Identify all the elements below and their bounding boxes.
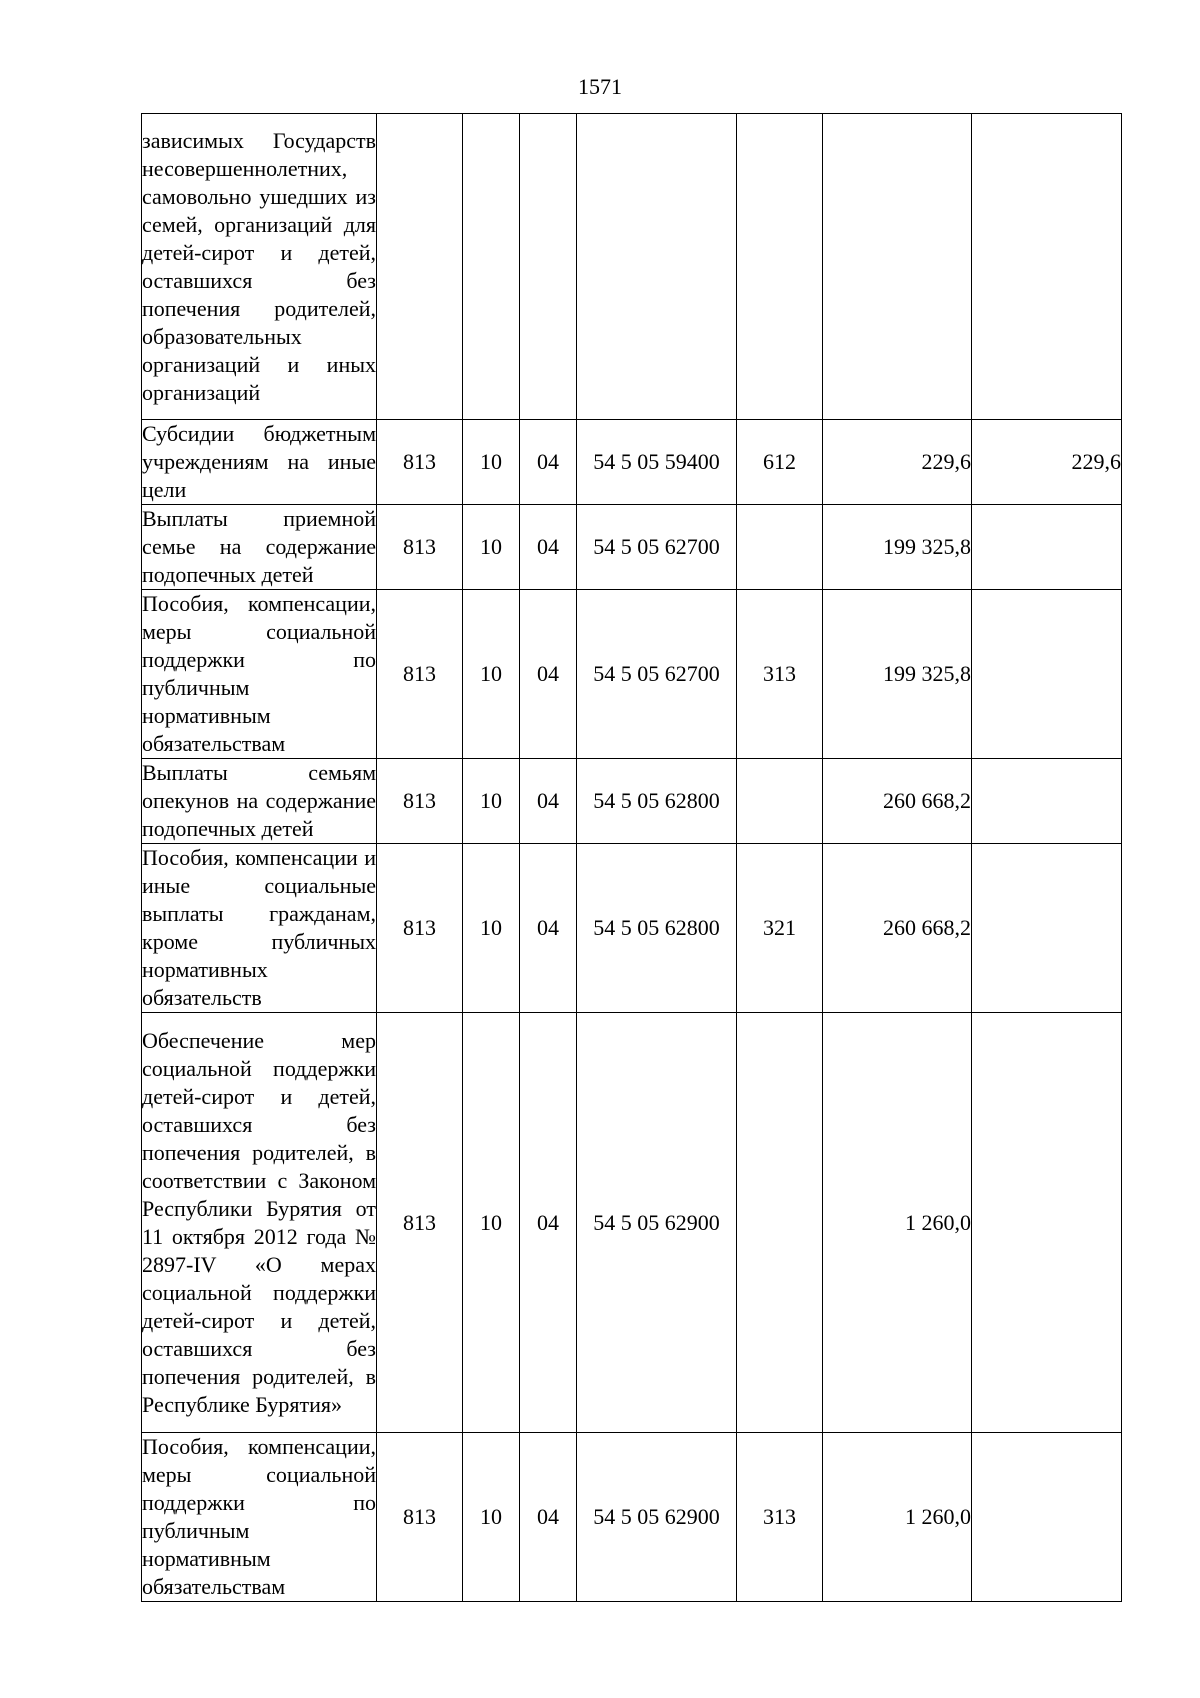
cell-target-article: 54 5 05 62900 — [577, 1433, 737, 1602]
cell-subsection: 04 — [520, 759, 577, 844]
table-row — [142, 114, 1122, 420]
cell-amount: 229,6 — [823, 420, 972, 505]
row-description: зависимых Государств несовершеннолетних, самовольно ушедших из семей, организаций для детей-сирот и детей, оставшихся без попечения родителей, образовательных организаций и иных организаций — [142, 114, 377, 420]
cell-subsection — [520, 114, 577, 420]
cell-amount-2 — [972, 1433, 1122, 1602]
cell-section: 10 — [463, 844, 520, 1013]
cell-section: 10 — [463, 759, 520, 844]
cell-subsection: 04 — [520, 1433, 577, 1602]
cell-admin-code: 813 — [377, 1433, 463, 1602]
cell-target-article: 54 5 05 62800 — [577, 844, 737, 1013]
cell-amount-2: 229,6 — [972, 420, 1122, 505]
cell-amount-2 — [972, 114, 1122, 420]
row-description: Субсидии бюджетным учреждениям на иные цели — [142, 420, 377, 505]
cell-expense-type — [737, 1013, 823, 1433]
cell-subsection: 04 — [520, 505, 577, 590]
cell-subsection: 04 — [520, 420, 577, 505]
cell-expense-type — [737, 505, 823, 590]
cell-admin-code — [377, 114, 463, 420]
cell-amount-2 — [972, 1013, 1122, 1433]
table-row — [142, 1433, 1122, 1602]
cell-amount — [823, 114, 972, 420]
cell-target-article: 54 5 05 62700 — [577, 590, 737, 759]
row-description: Выплаты приемной семье на содержание подопечных детей — [142, 505, 377, 590]
table-row — [142, 590, 1122, 759]
cell-admin-code: 813 — [377, 420, 463, 505]
cell-expense-type: 313 — [737, 1433, 823, 1602]
table-row — [142, 505, 1122, 590]
cell-target-article: 54 5 05 62700 — [577, 505, 737, 590]
table-row — [142, 759, 1122, 844]
cell-target-article: 54 5 05 62900 — [577, 1013, 737, 1433]
cell-admin-code: 813 — [377, 844, 463, 1013]
cell-amount: 199 325,8 — [823, 590, 972, 759]
cell-section: 10 — [463, 420, 520, 505]
cell-section — [463, 114, 520, 420]
table-row — [142, 844, 1122, 1013]
row-description: Пособия, компенсации и иные социальные выплаты гражданам, кроме публичных нормативных обязательств — [142, 844, 377, 1013]
cell-subsection: 04 — [520, 590, 577, 759]
cell-subsection: 04 — [520, 1013, 577, 1433]
cell-target-article — [577, 114, 737, 420]
cell-admin-code: 813 — [377, 590, 463, 759]
cell-amount-2 — [972, 590, 1122, 759]
page-number: 1571 — [578, 74, 622, 99]
cell-expense-type — [737, 114, 823, 420]
row-description: Пособия, компенсации, меры социальной поддержки по публичным нормативным обязательствам — [142, 1433, 377, 1602]
budget-table — [141, 113, 1122, 1602]
cell-expense-type — [737, 759, 823, 844]
row-description: Выплаты семьям опекунов на содержание подопечных детей — [142, 759, 377, 844]
cell-admin-code: 813 — [377, 759, 463, 844]
cell-section: 10 — [463, 1433, 520, 1602]
cell-amount: 199 325,8 — [823, 505, 972, 590]
cell-expense-type: 313 — [737, 590, 823, 759]
table-row — [142, 420, 1122, 505]
cell-admin-code: 813 — [377, 505, 463, 590]
table-row — [142, 1013, 1122, 1433]
row-description: Обеспечение мер социальной поддержки детей-сирот и детей, оставшихся без попечения родителей, в соответствии с Законом Республики Бурятия от 11 октября 2012 года № 2897-IV «О мерах социальной поддержки детей-сирот и детей, оставшихся без попечения родителей, в Республике Бурятия» — [142, 1013, 377, 1433]
cell-amount: 1 260,0 — [823, 1013, 972, 1433]
cell-amount: 260 668,2 — [823, 759, 972, 844]
cell-subsection: 04 — [520, 844, 577, 1013]
cell-section: 10 — [463, 1013, 520, 1433]
cell-target-article: 54 5 05 59400 — [577, 420, 737, 505]
cell-amount-2 — [972, 844, 1122, 1013]
cell-amount: 1 260,0 — [823, 1433, 972, 1602]
cell-section: 10 — [463, 590, 520, 759]
cell-expense-type: 321 — [737, 844, 823, 1013]
cell-amount: 260 668,2 — [823, 844, 972, 1013]
cell-expense-type: 612 — [737, 420, 823, 505]
cell-target-article: 54 5 05 62800 — [577, 759, 737, 844]
cell-amount-2 — [972, 759, 1122, 844]
cell-admin-code: 813 — [377, 1013, 463, 1433]
row-description: Пособия, компенсации, меры социальной поддержки по публичным нормативным обязательствам — [142, 590, 377, 759]
cell-section: 10 — [463, 505, 520, 590]
cell-amount-2 — [972, 505, 1122, 590]
